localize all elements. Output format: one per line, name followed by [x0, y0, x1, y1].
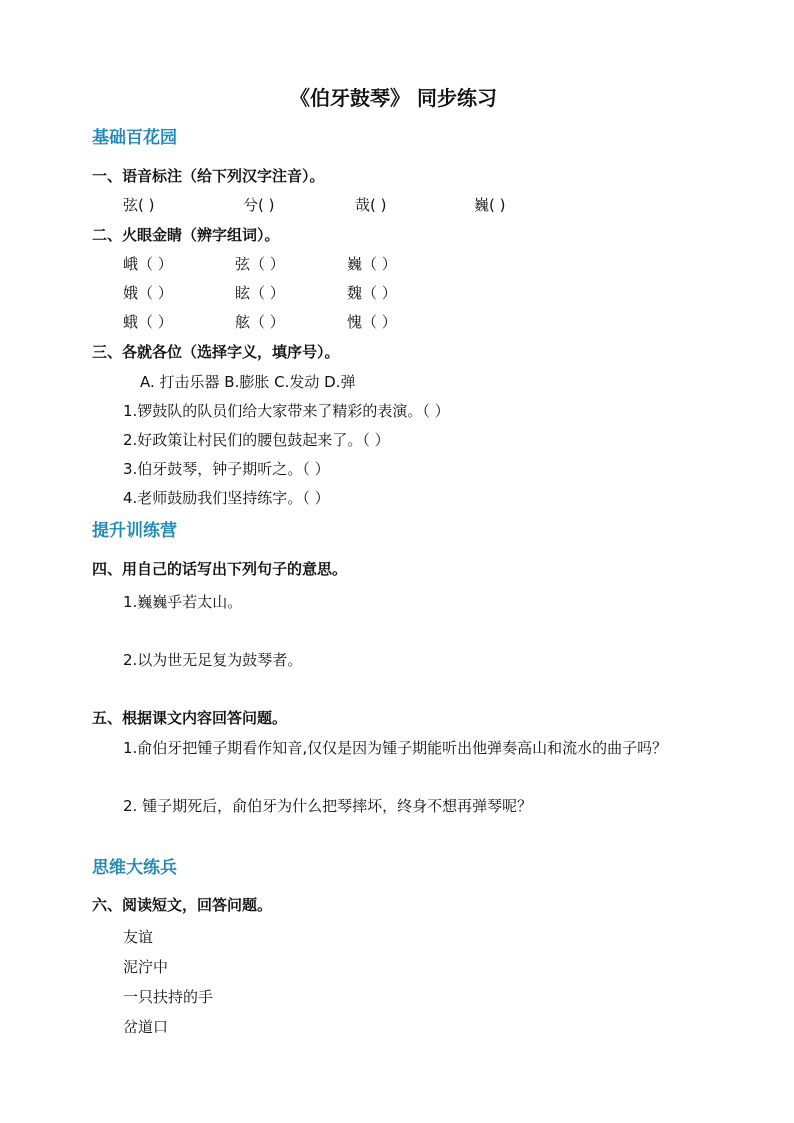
question-2-item: 峨（ ） — [123, 255, 173, 273]
question-1-item: 哉( ) — [355, 196, 387, 214]
question-5-heading: 五、根据课文内容回答问题。 — [92, 709, 288, 727]
passage-line: 一只扶持的手 — [123, 988, 214, 1006]
question-4-item: 1.巍巍乎若太山。 — [123, 593, 243, 611]
passage-line: 岔道口 — [123, 1018, 169, 1036]
question-2-heading: 二、火眼金睛（辨字组词）。 — [92, 226, 280, 244]
question-2-item: 舷（ ） — [235, 313, 285, 331]
question-2-item: 娥（ ） — [123, 284, 173, 302]
question-2-item: 巍（ ） — [347, 255, 397, 273]
question-4-item: 2.以为世无足复为鼓琴者。 — [123, 651, 303, 669]
question-5-item: 1.俞伯牙把锺子期看作知音,仅仅是因为锺子期能听出他弹奏高山和流水的曲子吗？ — [123, 739, 668, 757]
question-1-heading: 一、语音标注（给下列汉字注音）。 — [92, 167, 325, 185]
question-2-item: 愧（ ） — [347, 313, 397, 331]
question-1-item: 兮( ) — [243, 196, 275, 214]
question-3-item: 1.锣鼓队的队员们给大家带来了精彩的表演。（ ） — [123, 402, 450, 420]
section-heading-basics: 基础百花园 — [92, 128, 177, 148]
question-1-item: 巍( ) — [474, 196, 506, 214]
question-3-item: 4.老师鼓励我们坚持练字。（ ） — [123, 489, 330, 507]
question-3-item: 2.好政策让村民们的腰包鼓起来了。（ ） — [123, 431, 390, 449]
passage-line: 友谊 — [123, 928, 154, 946]
section-heading-thinking: 思维大练兵 — [92, 858, 177, 878]
question-3-item: 3.伯牙鼓琴，钟子期听之。（ ） — [123, 460, 330, 478]
question-2-item: 眩（ ） — [235, 284, 285, 302]
question-3-options: A. 打击乐器 B.膨胀 C.发动 D.弹 — [140, 373, 356, 391]
section-heading-improve: 提升训练营 — [92, 521, 177, 541]
question-6-heading: 六、阅读短文，回答问题。 — [92, 896, 273, 914]
question-5-item: 2. 锺子期死后，俞伯牙为什么把琴摔坏，终身不想再弹琴呢？ — [123, 797, 533, 815]
question-1-item: 弦( ) — [123, 196, 155, 214]
question-4-heading: 四、用自己的话写出下列句子的意思。 — [92, 560, 348, 578]
passage-line: 泥泞中 — [123, 958, 169, 976]
page-title: 《伯牙鼓琴》 同步练习 — [290, 86, 497, 110]
question-2-item: 弦（ ） — [235, 255, 285, 273]
question-2-item: 魏（ ） — [347, 284, 397, 302]
question-2-item: 蛾（ ） — [123, 313, 173, 331]
question-3-heading: 三、各就各位（选择字义，填序号）。 — [92, 343, 340, 361]
